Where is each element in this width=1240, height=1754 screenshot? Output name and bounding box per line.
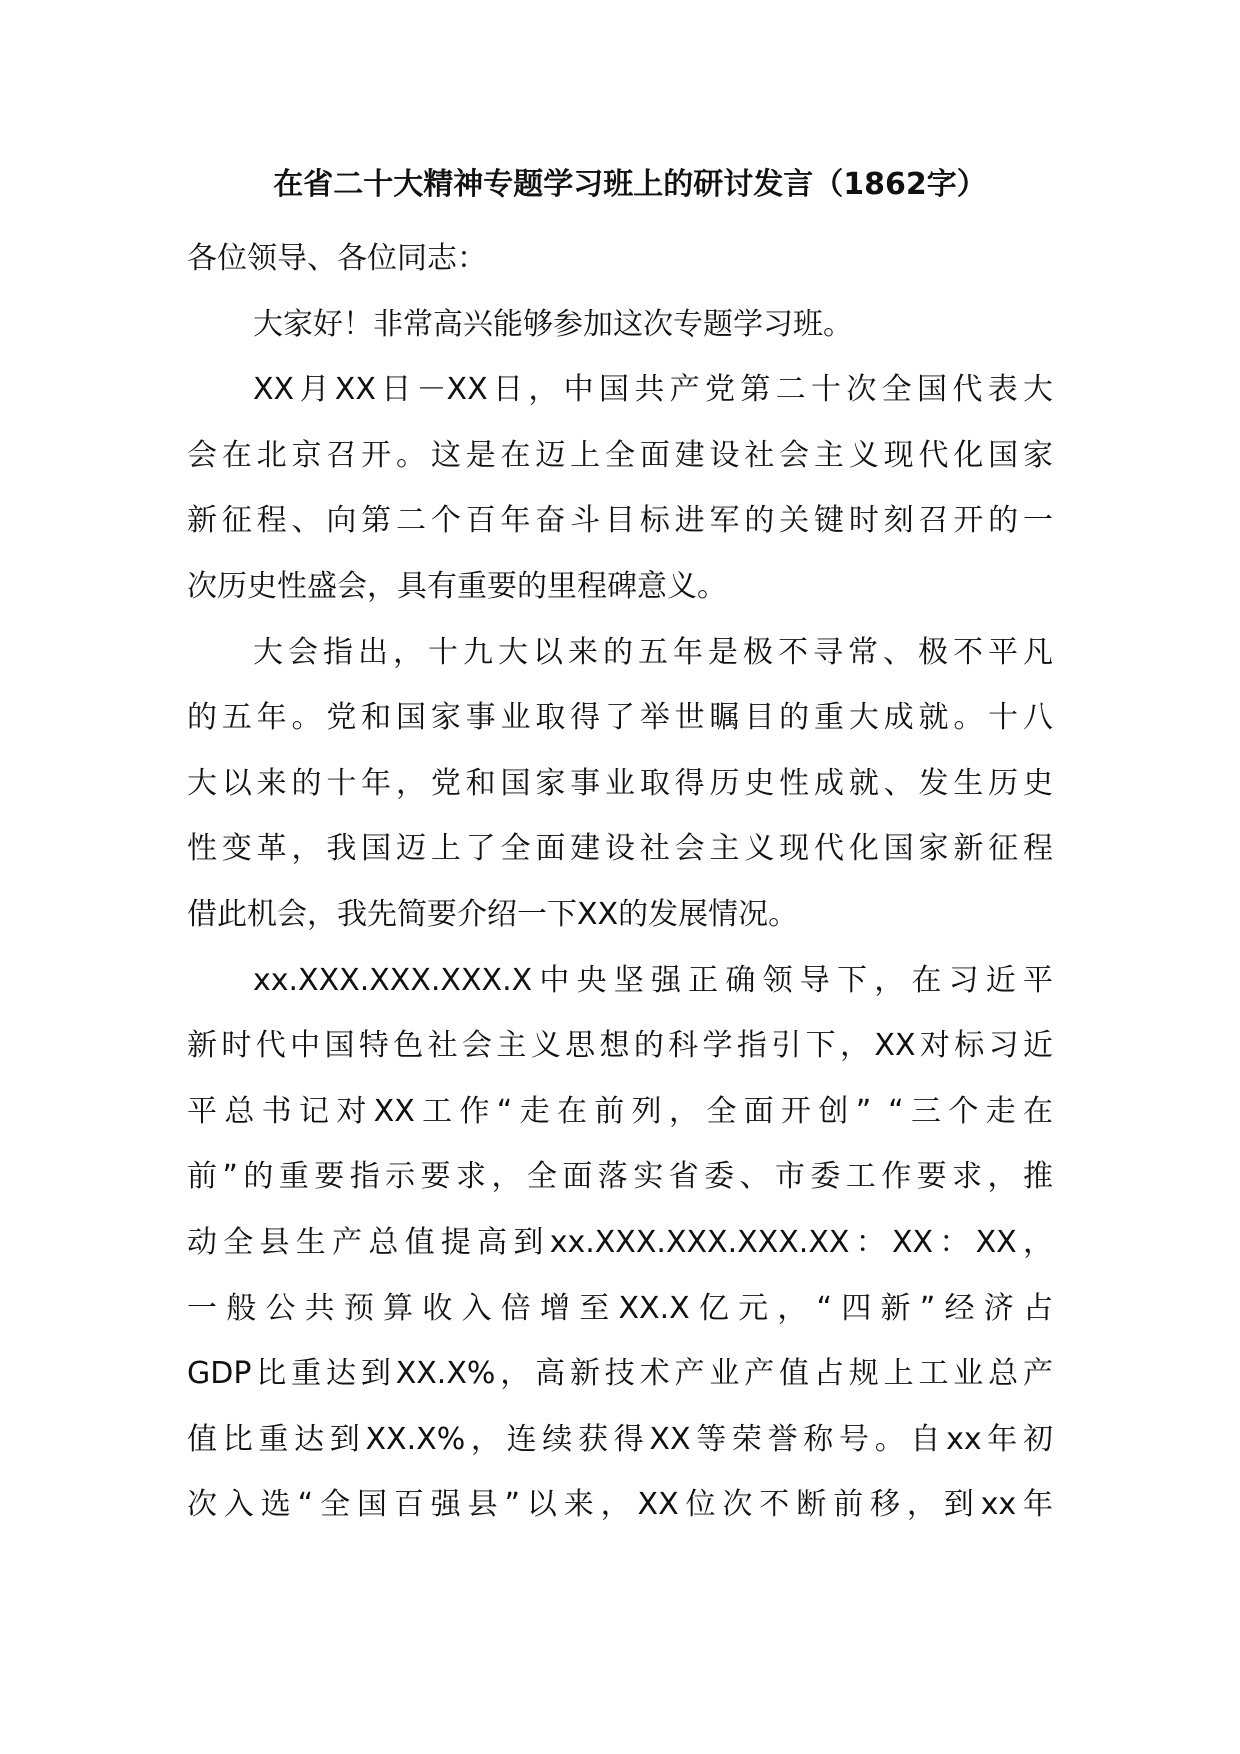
paragraph-line: 平总书记对XX工作“走在前列，全面开创” “三个走在 xyxy=(187,1093,1053,1129)
paragraph-line: 新征程、向第二个百年奋斗目标进军的关键时刻召开的一 xyxy=(187,503,1053,539)
paragraph-line: 动全县生产总值提高到xx.XXX.XXX.XXX.XX：XX：XX， xyxy=(187,1224,1053,1260)
paragraph-line: 性变革，我国迈上了全面建设社会主义现代化国家新征程 xyxy=(187,831,1053,867)
paragraph-line: 值比重达到XX.X%，连续获得XX等荣誉称号。自xx年初 xyxy=(187,1421,1053,1457)
paragraph-line: 次入选“全国百强县”以来，XX位次不断前移，到xx年 xyxy=(187,1487,1053,1523)
paragraph-line: GDP比重达到XX.X%，高新技术产业产值占规上工业总产 xyxy=(187,1356,1053,1392)
paragraph-line: 新时代中国特色社会主义思想的科学指引下，XX对标习近 xyxy=(187,1028,1053,1064)
paragraph-line: 的五年。党和国家事业取得了举世瞩目的重大成就。十八 xyxy=(187,700,1053,736)
paragraph-line: 借此机会，我先简要介绍一下XX的发展情况。 xyxy=(187,896,799,932)
paragraph-line: XX月XX日－XX日，中国共产党第二十次全国代表大 xyxy=(253,372,1053,408)
paragraph-line: 次历史性盛会，具有重要的里程碑意义。 xyxy=(187,568,727,604)
salutation-line: 各位领导、各位同志： xyxy=(187,241,487,276)
paragraph-line: 会在北京召开。这是在迈上全面建设社会主义现代化国家 xyxy=(187,437,1053,473)
paragraph-line: 大会指出，十九大以来的五年是极不寻常、极不平凡 xyxy=(253,634,1053,670)
paragraph-line: 前”的重要指示要求，全面落实省委、市委工作要求，推 xyxy=(187,1159,1053,1195)
document-title: 在省二十大精神专题学习班上的研讨发言（1862字） xyxy=(273,167,987,202)
paragraph-line: 大以来的十年，党和国家事业取得历史性成就、发生历史 xyxy=(187,765,1053,801)
paragraph-line: 大家好！非常高兴能够参加这次专题学习班。 xyxy=(253,306,853,342)
paragraph-line: xx.XXX.XXX.XXX.X中央坚强正确领导下，在习近平 xyxy=(253,962,1053,998)
paragraph-line: 一般公共预算收入倍增至XX.X亿元，“四新”经济占 xyxy=(187,1290,1053,1326)
document-body xyxy=(187,226,1053,1538)
